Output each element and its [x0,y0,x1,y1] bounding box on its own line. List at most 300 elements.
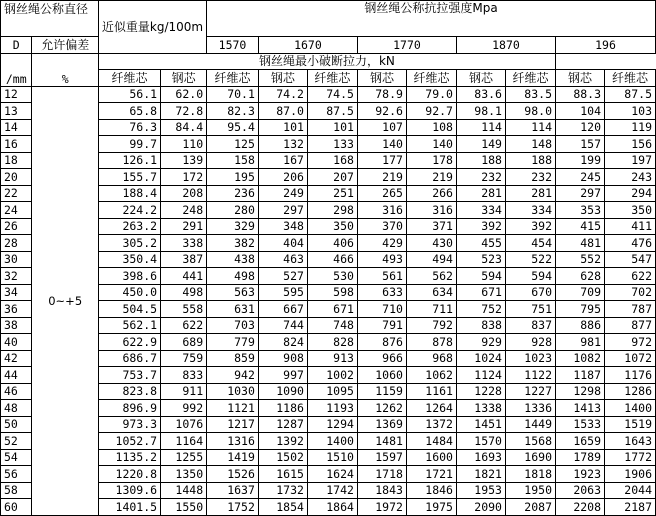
value-cell: 791 [357,317,406,334]
table-row [1,169,656,186]
table-row [1,400,656,417]
value-cell: 689 [161,334,207,351]
table-row [1,284,656,301]
value-cell: 232 [456,169,505,186]
value-cell: 1864 [307,499,357,516]
value-cell: 298 [307,202,357,219]
value-cell: 493 [357,251,406,268]
diameter-cell: 30 [1,251,32,268]
value-cell: 1772 [605,449,656,466]
value-cell: 595 [258,284,307,301]
table-row [1,350,656,367]
value-cell: 753.7 [98,367,160,384]
value-cell: 87.0 [258,103,307,120]
value-cell: 1220.8 [98,466,160,483]
value-cell: 177 [357,152,406,169]
value-cell: 1519 [605,416,656,433]
value-cell: 1597 [357,449,406,466]
value-cell: 1843 [357,482,406,499]
value-cell: 382 [207,235,259,252]
value-cell: 703 [207,317,259,334]
value-cell: 167 [258,152,307,169]
value-cell: 398.6 [98,268,160,285]
value-cell: 1255 [161,449,207,466]
value-cell: 348 [258,218,307,235]
value-cell: 1294 [307,416,357,433]
value-cell: 316 [406,202,456,219]
value-cell: 1392 [258,433,307,450]
value-cell: 133 [307,136,357,153]
value-cell: 992 [161,400,207,417]
value-cell: 877 [605,317,656,334]
value-cell: 558 [161,301,207,318]
value-cell: 404 [258,235,307,252]
value-cell: 1568 [505,433,555,450]
value-cell: 1052.7 [98,433,160,450]
value-cell: 1095 [307,383,357,400]
value-cell: 1615 [258,466,307,483]
value-cell: 1262 [357,400,406,417]
value-cell: 1338 [456,400,505,417]
value-cell: 1159 [357,383,406,400]
value-cell: 455 [456,235,505,252]
core-type-header: 纤维芯 [207,70,259,87]
value-cell: 751 [505,301,555,318]
value-cell: 522 [505,251,555,268]
value-cell: 1187 [556,367,605,384]
value-cell: 972 [605,334,656,351]
value-cell: 1060 [357,367,406,384]
value-cell: 563 [207,284,259,301]
value-cell: 1659 [556,433,605,450]
value-cell: 353 [556,202,605,219]
value-cell: 1186 [258,400,307,417]
value-cell: 450.0 [98,284,160,301]
value-cell: 1643 [605,433,656,450]
table-row [1,235,656,252]
value-cell: 1121 [207,400,259,417]
value-cell: 670 [505,284,555,301]
value-cell: 547 [605,251,656,268]
value-cell: 76.3 [98,119,160,136]
value-cell: 249 [258,185,307,202]
value-cell: 107 [357,119,406,136]
core-type-header: 纤维芯 [505,70,555,87]
value-cell: 74.5 [307,86,357,103]
value-cell: 441 [161,268,207,285]
value-cell: 70.1 [207,86,259,103]
value-cell: 219 [406,169,456,186]
value-cell: 463 [258,251,307,268]
diameter-cell: 54 [1,449,32,466]
value-cell: 671 [307,301,357,318]
diameter-cell: 22 [1,185,32,202]
value-cell: 188 [505,152,555,169]
value-cell: 140 [406,136,456,153]
value-cell: 56.1 [98,86,160,103]
value-cell: 2090 [456,499,505,516]
diameter-cell: 14 [1,119,32,136]
value-cell: 334 [505,202,555,219]
value-cell: 1550 [161,499,207,516]
value-cell: 1400 [307,433,357,450]
value-cell: 99.7 [98,136,160,153]
value-cell: 454 [505,235,555,252]
value-cell: 114 [456,119,505,136]
value-cell: 1502 [258,449,307,466]
diameter-cell: 40 [1,334,32,351]
value-cell: 838 [456,317,505,334]
value-cell: 886 [556,317,605,334]
diameter-cell: 56 [1,466,32,483]
table-row [1,449,656,466]
value-cell: 1481 [357,433,406,450]
strength-header: 钢丝绳公称抗拉强度Mpa [207,1,656,37]
value-cell: 2044 [605,482,656,499]
value-cell: 1570 [456,433,505,450]
value-cell: 1135.2 [98,449,160,466]
value-cell: 929 [456,334,505,351]
value-cell: 1062 [406,367,456,384]
value-cell: 981 [556,334,605,351]
value-cell: 1451 [456,416,505,433]
value-cell: 114 [505,119,555,136]
value-cell: 1600 [406,449,456,466]
value-cell: 72.8 [161,103,207,120]
value-cell: 350 [605,202,656,219]
value-cell: 266 [406,185,456,202]
value-cell: 633 [357,284,406,301]
grade-header: 196 [556,37,656,54]
value-cell: 1742 [307,482,357,499]
value-cell: 316 [357,202,406,219]
value-cell: 248 [161,202,207,219]
value-cell: 87.5 [307,103,357,120]
value-cell: 997 [258,367,307,384]
grade-header: 1670 [258,37,357,54]
value-cell: 1124 [456,367,505,384]
value-cell: 98.0 [505,103,555,120]
value-cell: 1923 [556,466,605,483]
value-cell: 702 [605,284,656,301]
value-cell: 711 [406,301,456,318]
value-cell: 158 [207,152,259,169]
value-cell: 157 [556,136,605,153]
value-cell: 1533 [556,416,605,433]
value-cell: 265 [357,185,406,202]
value-cell: 795 [556,301,605,318]
value-cell: 1350 [161,466,207,483]
value-cell: 126.1 [98,152,160,169]
value-cell: 392 [505,218,555,235]
value-cell: 65.8 [98,103,160,120]
value-cell: 634 [406,284,456,301]
diameter-cell: 52 [1,433,32,450]
value-cell: 88.3 [556,86,605,103]
value-cell: 973.3 [98,416,160,433]
value-cell: 195 [207,169,259,186]
weight-header: 近似重量kg/100m [98,1,206,54]
value-cell: 120 [556,119,605,136]
value-cell: 82.3 [207,103,259,120]
core-type-header: 钢芯 [357,70,406,87]
value-cell: 1076 [161,416,207,433]
value-cell: 628 [556,268,605,285]
table-row [1,383,656,400]
value-cell: 876 [357,334,406,351]
value-cell: 1752 [207,499,259,516]
table-row [1,433,656,450]
value-cell: 350.4 [98,251,160,268]
diameter-cell: 60 [1,499,32,516]
value-cell: 1122 [505,367,555,384]
table-row [1,367,656,384]
value-cell: 1217 [207,416,259,433]
value-cell: 104 [556,103,605,120]
percent-unit-header: % [32,53,98,86]
value-cell: 552 [556,251,605,268]
value-cell: 504.5 [98,301,160,318]
value-cell: 1336 [505,400,555,417]
table-row [1,334,656,351]
value-cell: 188.4 [98,185,160,202]
diameter-cell: 38 [1,317,32,334]
grade-header: 1770 [357,37,456,54]
value-cell: 1718 [357,466,406,483]
value-cell: 329 [207,218,259,235]
value-cell: 1972 [357,499,406,516]
value-cell: 494 [406,251,456,268]
value-cell: 1309.6 [98,482,160,499]
value-cell: 1624 [307,466,357,483]
value-cell: 1023 [505,350,555,367]
value-cell: 1164 [161,433,207,450]
value-cell: 406 [307,235,357,252]
value-cell: 1950 [505,482,555,499]
value-cell: 1975 [406,499,456,516]
value-cell: 87.5 [605,86,656,103]
value-cell: 149 [456,136,505,153]
value-cell: 709 [556,284,605,301]
table-row [1,317,656,334]
value-cell: 172 [161,169,207,186]
table-row [1,202,656,219]
value-cell: 1484 [406,433,456,450]
value-cell: 305.2 [98,235,160,252]
value-cell: 1193 [307,400,357,417]
value-cell: 896.9 [98,400,160,417]
value-cell: 132 [258,136,307,153]
value-cell: 1818 [505,466,555,483]
value-cell: 1846 [406,482,456,499]
value-cell: 779 [207,334,259,351]
diameter-cell: 36 [1,301,32,318]
value-cell: 156 [605,136,656,153]
table-row [1,103,656,120]
value-cell: 199 [556,152,605,169]
value-cell: 752 [456,301,505,318]
value-cell: 1316 [207,433,259,450]
value-cell: 108 [406,119,456,136]
value-cell: 95.4 [207,119,259,136]
value-cell: 219 [357,169,406,186]
value-cell: 188 [456,152,505,169]
value-cell: 787 [605,301,656,318]
diameter-cell: 48 [1,400,32,417]
value-cell: 622 [161,317,207,334]
d-header: D [1,37,32,54]
core-type-header: 纤维芯 [98,70,160,87]
value-cell: 1228 [456,383,505,400]
table-row [1,251,656,268]
value-cell: 1732 [258,482,307,499]
value-cell: 1264 [406,400,456,417]
value-cell: 430 [406,235,456,252]
diameter-header: 钢丝绳公称直径 [1,1,99,37]
value-cell: 415 [556,218,605,235]
diameter-cell: 18 [1,152,32,169]
value-cell: 1821 [456,466,505,483]
value-cell: 1400 [605,400,656,417]
core-type-header: 纤维芯 [307,70,357,87]
core-type-header: 钢芯 [556,70,605,87]
table-row [1,218,656,235]
core-type-header: 钢芯 [456,70,505,87]
value-cell: 1526 [207,466,259,483]
value-cell: 481 [556,235,605,252]
value-cell: 759 [161,350,207,367]
value-cell: 968 [406,350,456,367]
value-cell: 527 [258,268,307,285]
value-cell: 594 [456,268,505,285]
value-cell: 1082 [556,350,605,367]
grade-header: 1870 [456,37,555,54]
value-cell: 83.5 [505,86,555,103]
value-cell: 631 [207,301,259,318]
value-cell: 1693 [456,449,505,466]
value-cell: 598 [307,284,357,301]
core-type-header: 纤维芯 [605,70,656,87]
value-cell: 280 [207,202,259,219]
core-type-header: 钢芯 [161,70,207,87]
mm-unit-header: /mm [1,53,32,86]
value-cell: 1176 [605,367,656,384]
value-cell: 466 [307,251,357,268]
value-cell: 387 [161,251,207,268]
value-cell: 792 [406,317,456,334]
value-cell: 1413 [556,400,605,417]
value-cell: 562 [406,268,456,285]
value-cell: 824 [258,334,307,351]
value-cell: 1372 [406,416,456,433]
value-cell: 251 [307,185,357,202]
value-cell: 748 [307,317,357,334]
table-row [1,416,656,433]
value-cell: 2087 [505,499,555,516]
value-cell: 1227 [505,383,555,400]
value-cell: 140 [357,136,406,153]
diameter-cell: 12 [1,86,32,103]
value-cell: 1002 [307,367,357,384]
value-cell: 859 [207,350,259,367]
value-cell: 1953 [456,482,505,499]
value-cell: 2208 [556,499,605,516]
core-type-header: 钢芯 [258,70,307,87]
value-cell: 622.9 [98,334,160,351]
value-cell: 119 [605,119,656,136]
value-cell: 928 [505,334,555,351]
value-cell: 1789 [556,449,605,466]
value-cell: 1721 [406,466,456,483]
value-cell: 281 [505,185,555,202]
value-cell: 429 [357,235,406,252]
value-cell: 243 [605,169,656,186]
value-cell: 1690 [505,449,555,466]
value-cell: 148 [505,136,555,153]
value-cell: 297 [556,185,605,202]
tolerance-cell: 0~+5 [32,86,98,515]
diameter-cell: 28 [1,235,32,252]
diameter-cell: 42 [1,350,32,367]
value-cell: 294 [605,185,656,202]
value-cell: 498 [207,268,259,285]
value-cell: 2187 [605,499,656,516]
diameter-cell: 16 [1,136,32,153]
value-cell: 911 [161,383,207,400]
table-row [1,152,656,169]
value-cell: 1510 [307,449,357,466]
value-cell: 667 [258,301,307,318]
value-cell: 236 [207,185,259,202]
value-cell: 671 [456,284,505,301]
value-cell: 1637 [207,482,259,499]
value-cell: 523 [456,251,505,268]
diameter-cell: 50 [1,416,32,433]
value-cell: 1401.5 [98,499,160,516]
value-cell: 224.2 [98,202,160,219]
value-cell: 232 [505,169,555,186]
value-cell: 710 [357,301,406,318]
table-row [1,119,656,136]
value-cell: 110 [161,136,207,153]
value-cell: 411 [605,218,656,235]
value-cell: 1287 [258,416,307,433]
table-row [1,185,656,202]
value-cell: 942 [207,367,259,384]
value-cell: 197 [605,152,656,169]
value-cell: 622 [605,268,656,285]
value-cell: 561 [357,268,406,285]
value-cell: 1090 [258,383,307,400]
value-cell: 155.7 [98,169,160,186]
value-cell: 207 [307,169,357,186]
table-row [1,301,656,318]
diameter-cell: 34 [1,284,32,301]
table-row [1,86,656,103]
diameter-cell: 46 [1,383,32,400]
value-cell: 1449 [505,416,555,433]
value-cell: 74.2 [258,86,307,103]
value-cell: 338 [161,235,207,252]
value-cell: 2063 [556,482,605,499]
value-cell: 562.1 [98,317,160,334]
value-cell: 84.4 [161,119,207,136]
value-cell: 281 [456,185,505,202]
value-cell: 370 [357,218,406,235]
value-cell: 1448 [161,482,207,499]
table-row [1,482,656,499]
diameter-cell: 44 [1,367,32,384]
